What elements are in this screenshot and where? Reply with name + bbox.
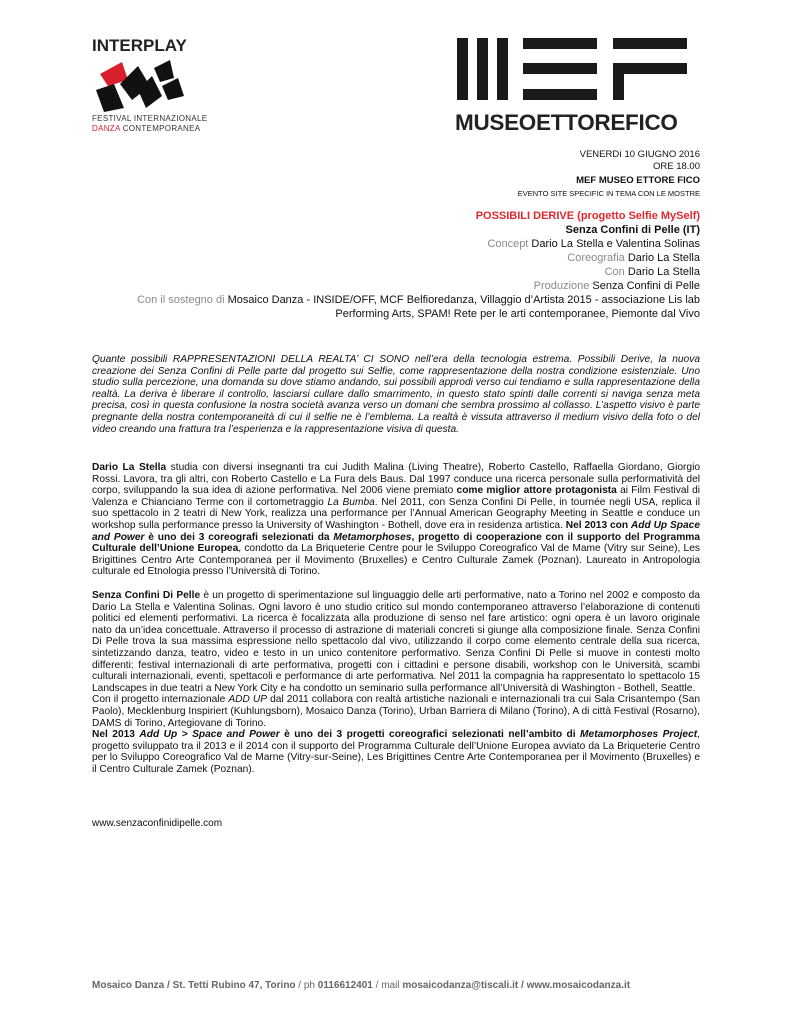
bio-company-addup: ADD UP: [228, 694, 268, 706]
bio-dario-film: La Bumba: [327, 496, 375, 508]
footer-site-link[interactable]: www.mosaicodanza.it: [526, 980, 631, 991]
credit-concept-label: Concept: [487, 238, 529, 250]
bio-company-p3-bold-2: è uno dei 3 progetti coreografici selezionati nell’ambito di: [279, 729, 581, 741]
credit-choreo-value: Dario La Stella: [624, 252, 700, 264]
credit-with: [605, 266, 700, 278]
footer-sep-1: / ph: [295, 980, 318, 991]
bio-dario-project: Add Up Space and Power: [92, 519, 701, 543]
bio-company-p3-bold-1: Nel 2013: [92, 729, 140, 741]
footer-sep-3: /: [518, 980, 527, 991]
company-name: Senza Confini di Pelle (IT): [565, 224, 700, 236]
credit-concept-value: Dario La Stella e Valentina Solinas: [528, 238, 700, 250]
footer-phone: 0116612401: [317, 980, 373, 991]
mef-bars-icon: [457, 36, 689, 102]
bio-company-name: Senza Confini Di Pelle: [92, 590, 201, 601]
mef-logo: [455, 36, 701, 136]
bio-dario-name: Dario La Stella: [92, 462, 167, 473]
event-venue: MEF MUSEO ETTORE FICO: [576, 175, 700, 186]
credit-prod-value: Senza Confini di Pelle: [589, 280, 700, 292]
bio-dario-bold-3: è uno dei 3 coreografi selezionati da: [144, 531, 334, 543]
event-note: EVENTO SITE SPECIFIC IN TEMA CON LE MOSTRE: [517, 189, 700, 198]
bio-company-p3-metamorphoses: Metamorphoses Project: [580, 729, 698, 741]
mef-logo-name: MUSEOETTOREFICO: [455, 110, 678, 135]
bio-company-p3-project: Add Up > Space and Power: [139, 729, 280, 741]
credit-support-label: Con il sostegno di: [137, 294, 225, 306]
bio-dario-bold-2: Nel 2013 con: [565, 519, 631, 531]
interplay-logo-title: INTERPLAY: [92, 36, 187, 55]
credit-choreo: [567, 252, 700, 264]
bio-dario-award: come miglior attore protagonista: [456, 485, 617, 497]
credit-support-line-2: Performing Arts, SPAM! Rete per le arti contemporanee, Piemonte dal Vivo: [335, 308, 700, 320]
credit-prod-label: Produzione: [533, 280, 590, 292]
interplay-shapes-icon: [94, 56, 186, 114]
bio-company-p3-text: , progetto sviluppato tra il 2013 e il 2014 con il supporto del Programma Culturale dell’Unione Europea avviato da La Briqueterie Centro per lo Sviluppo Coreografico Val de Marne (Vitry-sur-Seine), Les Brigittines Centre Arte Contemporanea per il Movimento (Bruxelles) e il Centro Culturale Zamek (Poznan).: [92, 729, 700, 775]
bio-dario-text-4: , condotto da La Briqueterie Centre pour le Sviluppo Coreografico Val de Mame (Vitry sur Seine), Les Brigittines Centro Arte Contemporanea per il Movimento (Bruxelles) e Centro Culturale Zamek (Poznan). Laureato in Antropologia culturale ed Etnologia presso l’Università di Torino.: [92, 543, 700, 578]
credit-choreo-label: Coreografia: [567, 252, 625, 264]
bio-dario-text-1: studia con diversi insegnanti tra cui Judith Malina (Living Theatre), Roberto Castello, Raffaella Giordano, Giorgio Rossi. Lavora, tra gli altri, con Roberto Castello e La Fura dels Baus. Dal 1997 conduce una ricerca personale sulla performatività del corpo, sviluppando la sua idea di azione performativa. Nel 2006 viene premiato: [92, 462, 700, 497]
company-website-link[interactable]: www.senzaconfinidipelle.com: [92, 818, 223, 829]
footer-sep-2: / mail: [372, 980, 403, 991]
bio-company-p2-text-2: dal 2011 collabora con realtà artistiche nazionali e internazionali tra cui Sala Crisantempo (San Paolo), Mecklenburg Inspiriert (Kuhlungsborn), Mosaico Danza (Torino), Urban Barriera di Milano (Torino), A di città Festival (Rosarno), DAMS di Torino, Artegiovane di Torino.: [92, 694, 700, 729]
credit-support-value-1: Mosaico Danza - INSIDE/OFF, MCF Belfioredanza, Villaggio d’Artista 2015 - associazione Lis lab: [224, 294, 700, 306]
interplay-logo-contemporanea: CONTEMPORANEA: [120, 124, 201, 133]
bio-dario-text-3: . Nel 2011, con Senza Confini Di Pelle, in tournée negli USA, replica il suo spettacolo in 2 teatri di New York, realizza una performance per l’Annual American Geography Meeting in Seattle e conduce un workshop sulla performance presso la University of Washington - Bothell, dove era in residenza artistica.: [92, 496, 700, 531]
event-time: ORE 18.00: [653, 161, 700, 172]
intro-text: Quante possibili RAPPRESENTAZIONI DELLA REALTA’ CI SONO nell’era della tecnologia estrema. Possibili Derive, la nuova creazione dei Senza Confini di Pelle parte dal progetto sui Selfie, come rappresentazione della nostra condizione esistenziale. Uno studio sulla percezione, una domanda su dove stiamo andando, sui possibili approdi verso cui tendiamo e sulla rappresentazione della realtà. La deriva è liberare il controllo, lasciarsi cullare dallo smarrimento, in questo stato spinti dalle correnti si naviga senza meta precisa, così in questa confusione la nostra società avanza verso un domani che sembra prossimo al collasso. L’aspetto visivo è parte pregnante della nostra contemporaneità di cui il selfie ne è l’emblema. La realtà è vissuta attraverso il medium visivo della foto o del video creando una frattura tra l’esperienza e la rappresentazione visiva di questa.: [92, 354, 700, 435]
footer: [92, 980, 630, 991]
bio-dario-bold-4: , progetto di cooperazione con il supporto del Programma Culturale dell’Unione Europea: [92, 531, 700, 555]
bio-dario-paragraph: [92, 462, 700, 578]
credit-production: [534, 280, 700, 292]
bio-company-text-1: è un progetto di sperimentazione sul linguaggio delle arti performative, nato a Torino nel 2002 e composto da Dario La Stella e Valentina Solinas. Ogni lavoro è uno studio critico sul mondo contemporaneo attraverso l’elaborazione di contenuti politici ed elementi performativi. La ricerca è focalizzata alla produzione di senso nel fare artistico: ogni opera è un lavoro originale nato da un’idea concettuale. Attraverso il processo di astrazione di materiali concreti si giunge alla composizione finale. Senza Confini Di Pelle trova la sua massima espressione nello spettacolo dal vivo, utilizzando il corpo come elemento centrale della sua ricerca, sintetizzando danza, teatro, video e testo in un unico contenitore performativo. Senza Confini Di Pelle si muove in contesti molto differenti: festival internazionali di arte performativa, progetti con i cittadini e persone disabili, workshop con le Università, scambi culturali internazionali, eventi, spettacoli e performance di arte performativa. Nel 2011 la compagnia ha rappresentato lo spettacolo 15 Landscapes in due teatri a New York City e ha condotto un seminario sulla performance all’Università di Washington - Bothell, Seattle.: [92, 590, 700, 694]
event-date: VENERDì 10 GIUGNO 2016: [579, 149, 700, 160]
bio-company-p2-text-1: Con il progetto internazionale: [92, 694, 229, 706]
interplay-logo: [92, 36, 208, 136]
bio-company-section: [92, 590, 700, 776]
bio-dario-metamorphoses: Metamorphoses: [333, 531, 412, 543]
footer-email-link[interactable]: mosaicodanza@tiscali.it: [402, 980, 519, 991]
credit-with-label: Con: [604, 266, 625, 278]
credit-with-value: Dario La Stella: [624, 266, 700, 278]
intro-paragraph: [92, 354, 700, 435]
credit-support: [137, 294, 700, 306]
bio-dario-text-2: ai Film Festival di Valenza e Chianciano Terme con il cortometraggio: [92, 485, 701, 508]
footer-org: Mosaico Danza / St. Tetti Rubino 47, Torino: [92, 980, 296, 991]
interplay-logo-subtitle: FESTIVAL INTERNAZIONALE: [92, 114, 208, 123]
interplay-logo-danza: DANZA: [92, 124, 121, 133]
credit-concept: [487, 238, 700, 250]
interplay-logo-subtitle-2: [92, 124, 200, 133]
show-title: POSSIBILI DERIVE (progetto Selfie MySelf): [475, 210, 700, 222]
